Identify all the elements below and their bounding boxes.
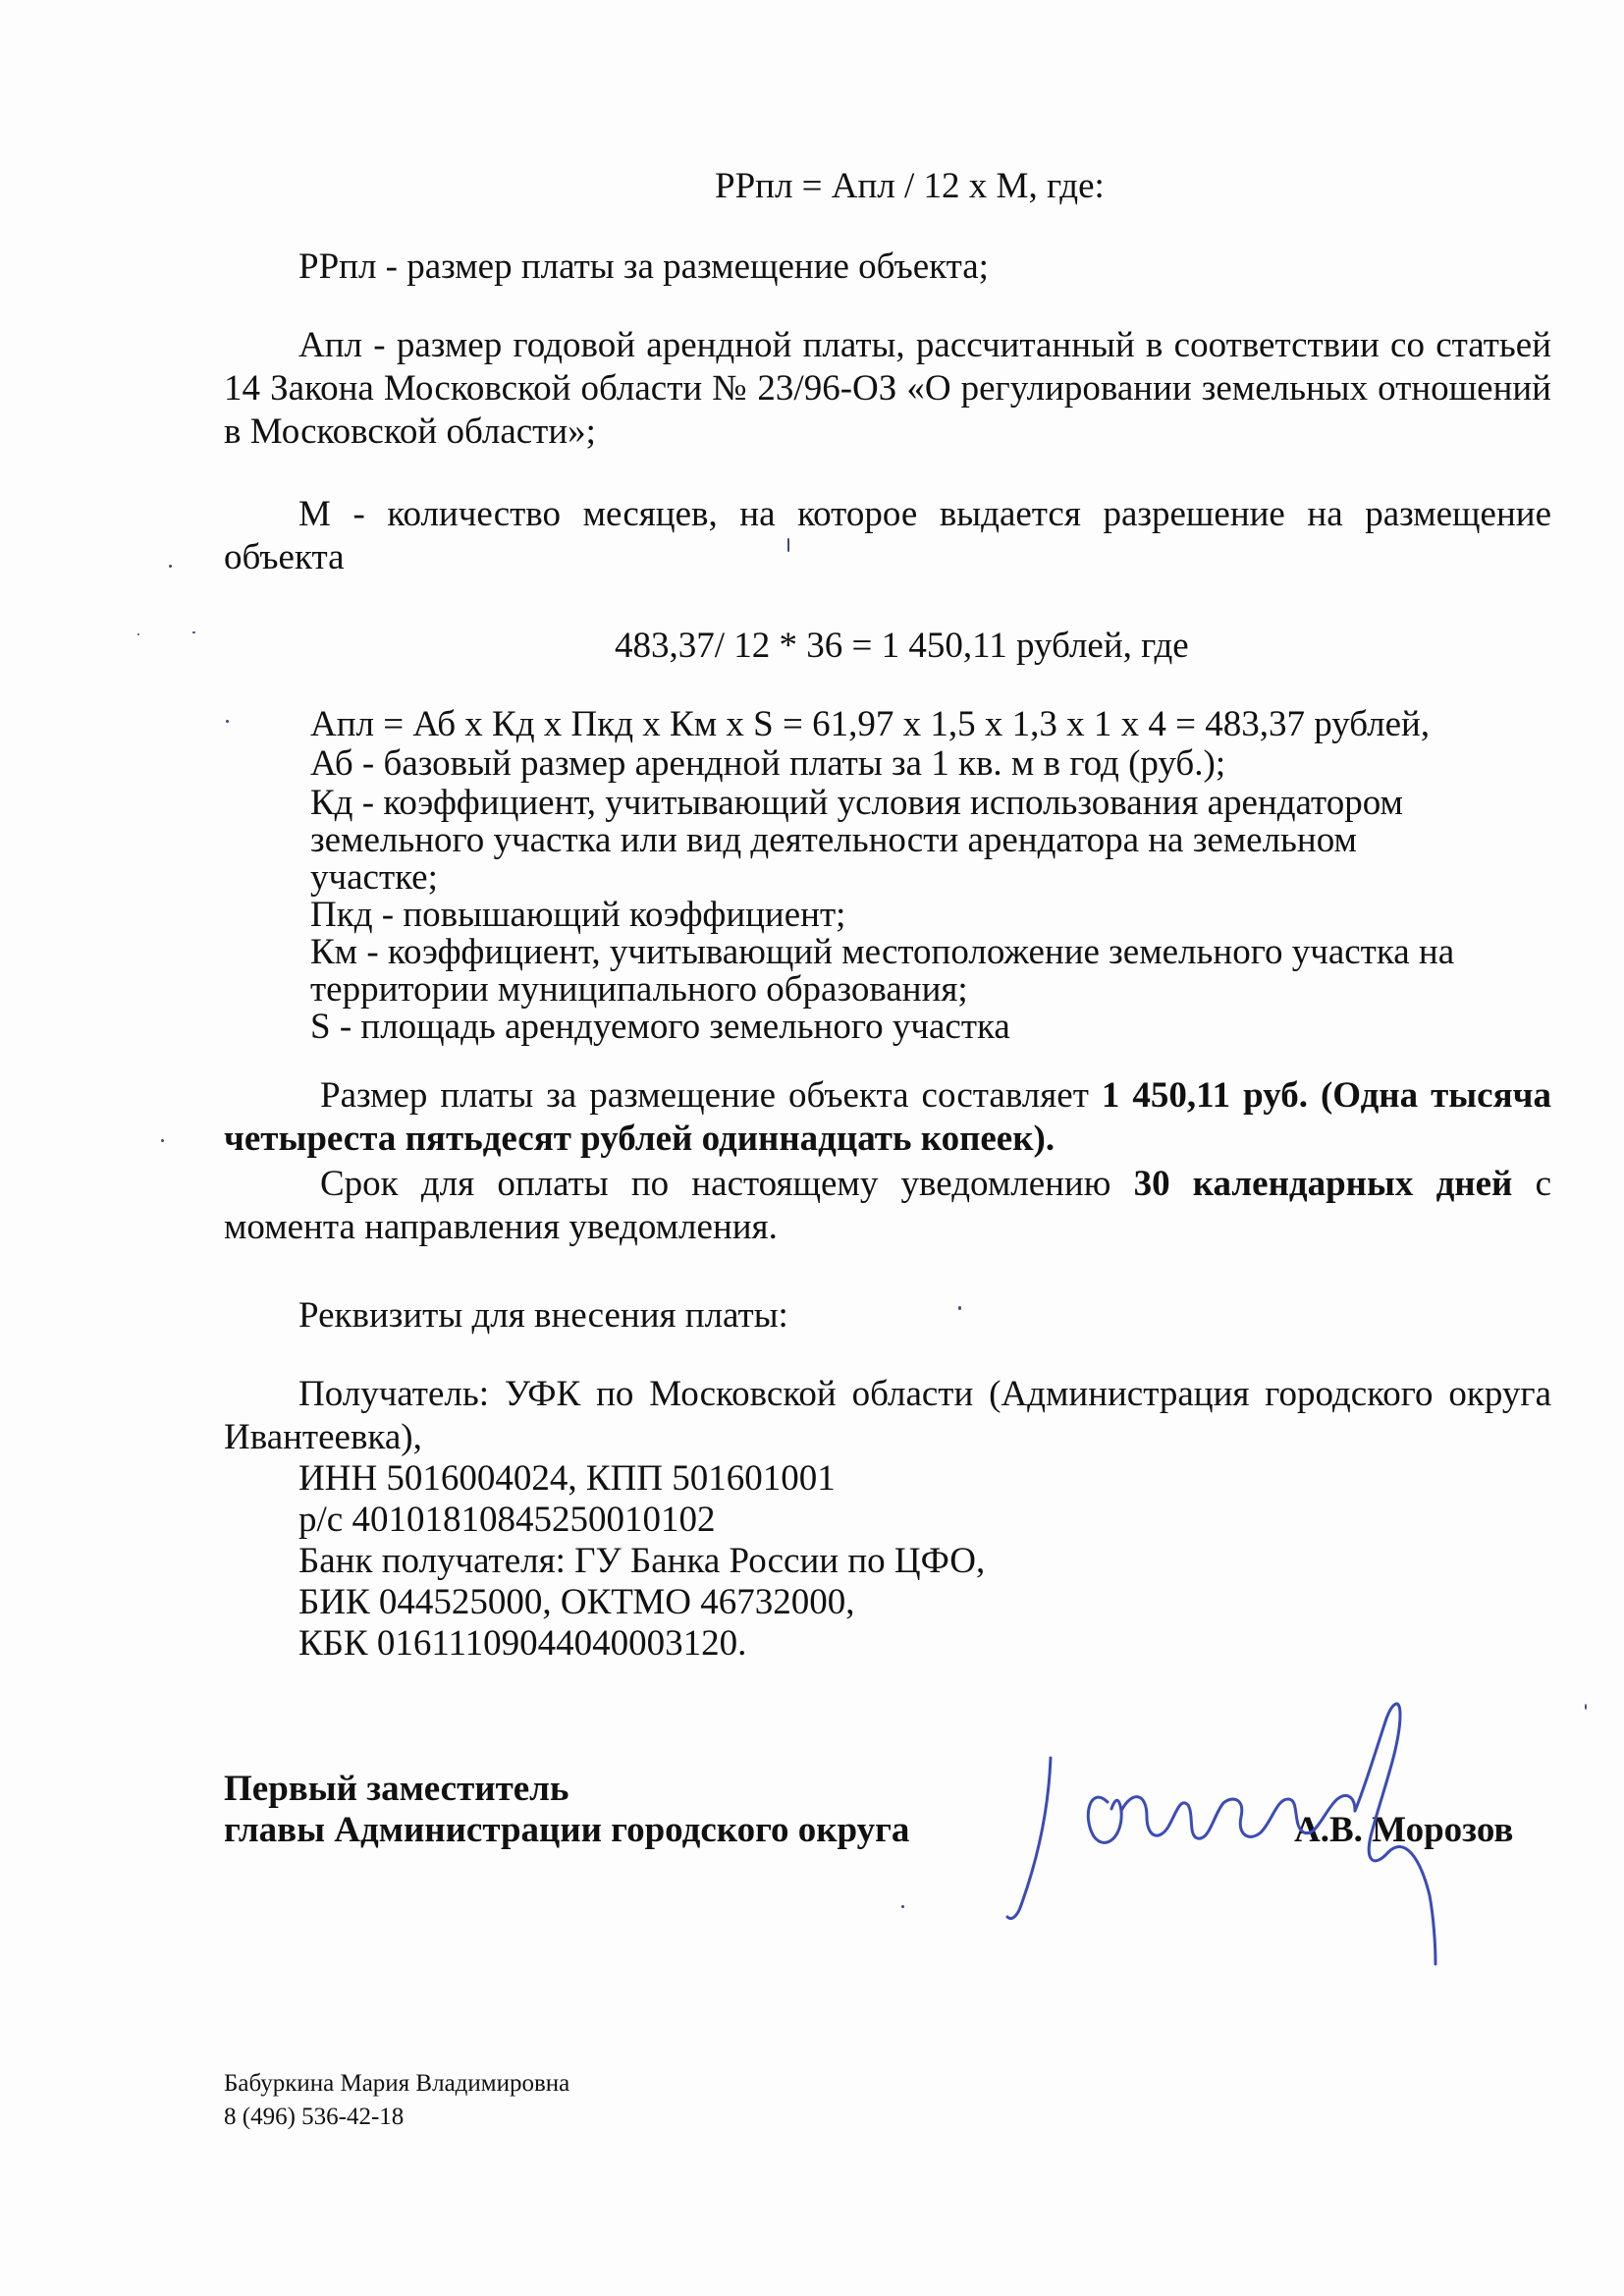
scan-speck	[1585, 1704, 1587, 1710]
payment-term	[224, 1163, 1551, 1249]
detail-line: территории муниципального образования;	[310, 969, 968, 1010]
scan-speck	[901, 1905, 904, 1908]
scan-speck	[192, 631, 195, 633]
executor-name: Бабуркина Мария Владимировна	[224, 2070, 570, 2097]
payment-term-suffix: с момента направления уведомления.	[224, 1164, 1552, 1247]
recipient	[224, 1373, 1551, 1459]
scan-speck	[169, 565, 172, 568]
scan-speck	[787, 538, 789, 552]
requisite-line: ИНН 5016004024, КПП 501601001	[298, 1458, 836, 1499]
detail-line: Апл = Аб х Кд х Пкд х Км х S = 61,97 х 1,5 х 1,3 х 1 х 4 = 483,37 рублей,	[310, 704, 1431, 744]
signatory-name: А.В. Морозов	[1294, 1810, 1514, 1850]
signatory-title-1: Первый заместитель	[224, 1769, 569, 1809]
requisite-line: КБК 01611109044040003120.	[298, 1623, 747, 1664]
payment-amount-bold: 1 450,11 руб. (Одна тысяча четыреста пятьдесят рублей одиннадцать копеек).	[224, 1075, 1551, 1159]
detail-line: Аб - базовый размер арендной платы за 1 кв. м в год (руб.);	[310, 743, 1226, 784]
detail-line: земельного участка или вид деятельности арендатора на земельном	[310, 820, 1357, 860]
definition-apl	[224, 324, 1551, 454]
detail-line: S - площадь арендуемого земельного участка	[310, 1007, 1010, 1047]
payment-amount-text: Размер платы за размещение объекта составляет	[320, 1075, 1102, 1116]
requisite-line: БИК 044525000, ОКТМО 46732000,	[298, 1582, 855, 1622]
detail-line: Кд - коэффициент, учитывающий условия использования арендатором	[310, 783, 1403, 823]
payment-amount	[224, 1074, 1551, 1161]
definition-apl-text: Апл - размер годовой арендной платы, рассчитанный в соответствии со статьей 14 Закона Московской области № 23/96-ОЗ «О регулировании земельных отношений в Московской области»;	[224, 325, 1551, 452]
requisites-heading: Реквизиты для внесения платы:	[298, 1295, 788, 1336]
definition-rrpl: РРпл - размер платы за размещение объекта;	[298, 246, 989, 287]
requisite-line: Банк получателя: ГУ Банка России по ЦФО,	[298, 1541, 986, 1581]
payment-term-days: 30 календарных дней	[1133, 1164, 1513, 1204]
payment-term-prefix: Срок для оплаты по настоящему уведомлению	[320, 1164, 1134, 1204]
signatory-title-2: главы Администрации городского округа	[224, 1810, 910, 1850]
detail-line: Км - коэффициент, учитывающий местоположение земельного участка на	[310, 932, 1455, 972]
recipient-text: Получатель: УФК по Московской области (Администрация городского округа Ивантеевка),	[224, 1374, 1551, 1457]
scan-speck	[958, 1306, 961, 1310]
scan-speck	[137, 633, 139, 635]
calculation-line: 483,37/ 12 * 36 = 1 450,11 рублей, где	[615, 626, 1189, 666]
handwritten-signature	[992, 1689, 1463, 1984]
definition-m	[224, 493, 1551, 579]
detail-line: участке;	[310, 857, 438, 898]
scan-speck	[161, 1139, 164, 1142]
definition-m-text: М - количество месяцев, на которое выдается разрешение на размещение объекта	[224, 494, 1551, 577]
executor-phone: 8 (496) 536-42-18	[224, 2104, 405, 2130]
formula-main: РРпл = Апл / 12 х М, где:	[715, 166, 1105, 206]
requisite-line: р/с 40101810845250010102	[298, 1500, 716, 1540]
scan-speck	[226, 720, 229, 723]
detail-line: Пкд - повышающий коэффициент;	[310, 895, 846, 935]
